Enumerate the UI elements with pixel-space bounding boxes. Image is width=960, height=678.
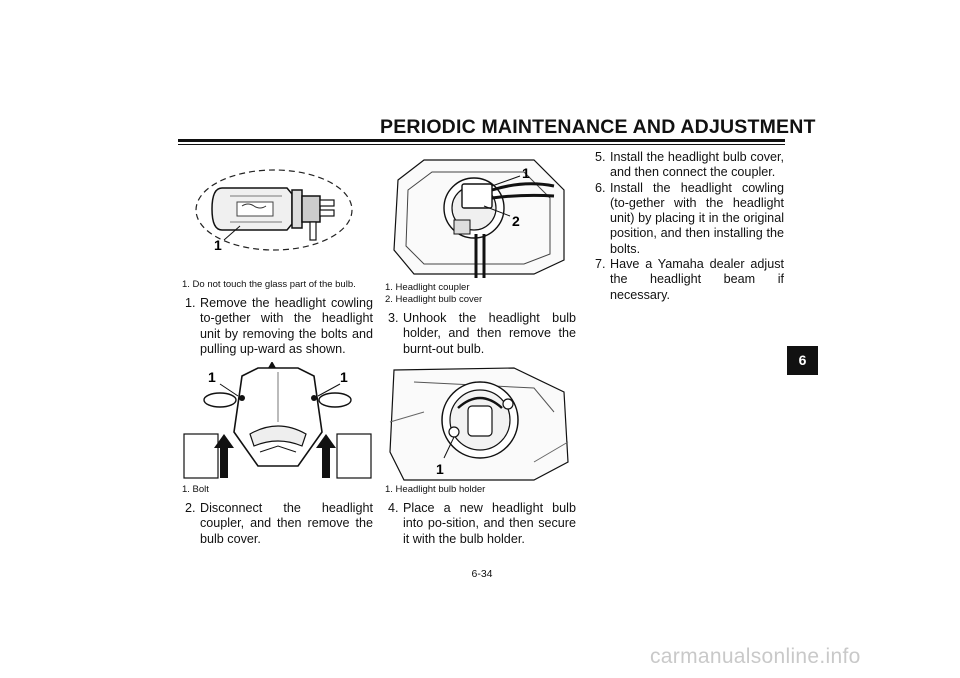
coupler-callout-1: 1 bbox=[522, 165, 530, 181]
step-number: 6. bbox=[595, 180, 606, 195]
steps-column-2b bbox=[388, 501, 576, 547]
step-2 bbox=[185, 501, 373, 547]
watermark: carmanualsonline.info bbox=[650, 645, 861, 668]
step-4 bbox=[388, 501, 576, 547]
steps-column-1 bbox=[185, 296, 373, 357]
cowling-figure bbox=[180, 362, 375, 480]
step-number: 1. bbox=[185, 296, 196, 310]
caption-line: 2. Headlight bulb cover bbox=[385, 294, 483, 305]
cowling-caption bbox=[182, 484, 209, 496]
bulb-figure bbox=[182, 158, 372, 268]
step-text: Have a Yamaha dealer adjust the headlight beam if necessary. bbox=[610, 257, 784, 302]
holder-caption bbox=[385, 484, 485, 496]
step-1 bbox=[185, 296, 373, 357]
coupler-figure bbox=[384, 150, 574, 278]
caption-line: 1. Do not touch the glass part of the bulb. bbox=[182, 279, 356, 290]
chapter-tab: 6 bbox=[787, 346, 818, 375]
step-number: 5. bbox=[595, 150, 606, 164]
step-7 bbox=[595, 257, 784, 303]
step-number: 2. bbox=[185, 501, 196, 515]
step-3 bbox=[388, 311, 576, 357]
header-rule bbox=[178, 139, 785, 142]
coupler-callout-2: 2 bbox=[512, 213, 520, 229]
step-6 bbox=[595, 181, 784, 257]
holder-callout-1: 1 bbox=[436, 461, 444, 477]
caption-line: 1. Headlight coupler bbox=[385, 282, 470, 293]
step-number: 4. bbox=[388, 501, 399, 515]
bulb-callout-1: 1 bbox=[214, 237, 222, 253]
holder-figure bbox=[384, 362, 576, 482]
steps-column-2 bbox=[388, 311, 576, 357]
bulb-caption bbox=[182, 279, 356, 291]
page-title: PERIODIC MAINTENANCE AND ADJUSTMENT bbox=[380, 116, 816, 138]
step-text: Install the headlight cowling (to-gether with the headlight unit) by placing it in the original position, and then installing the bolts. bbox=[610, 180, 784, 256]
header-rule-thin bbox=[178, 144, 785, 145]
step-text: Disconnect the headlight coupler, and then remove the bulb cover. bbox=[200, 501, 373, 546]
steps-column-1b bbox=[185, 501, 373, 547]
caption-line: 1. Headlight bulb holder bbox=[385, 484, 486, 495]
step-text: Remove the headlight cowling to-gether with the headlight unit by removing the bolts and pulling up-ward as shown. bbox=[200, 296, 373, 356]
step-5 bbox=[595, 150, 784, 181]
step-text: Install the headlight bulb cover, and then connect the coupler. bbox=[610, 150, 784, 180]
step-number: 7. bbox=[595, 257, 606, 272]
step-text: Place a new headlight bulb into po-sition, and then secure it with the bulb holder. bbox=[403, 501, 576, 546]
cowling-callout-1b: 1 bbox=[340, 369, 348, 385]
step-number: 3. bbox=[388, 311, 399, 325]
step-text: Unhook the headlight bulb holder, and then remove the burnt-out bulb. bbox=[403, 311, 576, 356]
page-number: 6-34 bbox=[471, 568, 493, 580]
cowling-callout-1a: 1 bbox=[208, 369, 216, 385]
steps-column-3 bbox=[595, 150, 784, 303]
caption-line: 1. Bolt bbox=[182, 484, 209, 495]
coupler-caption bbox=[385, 282, 482, 306]
